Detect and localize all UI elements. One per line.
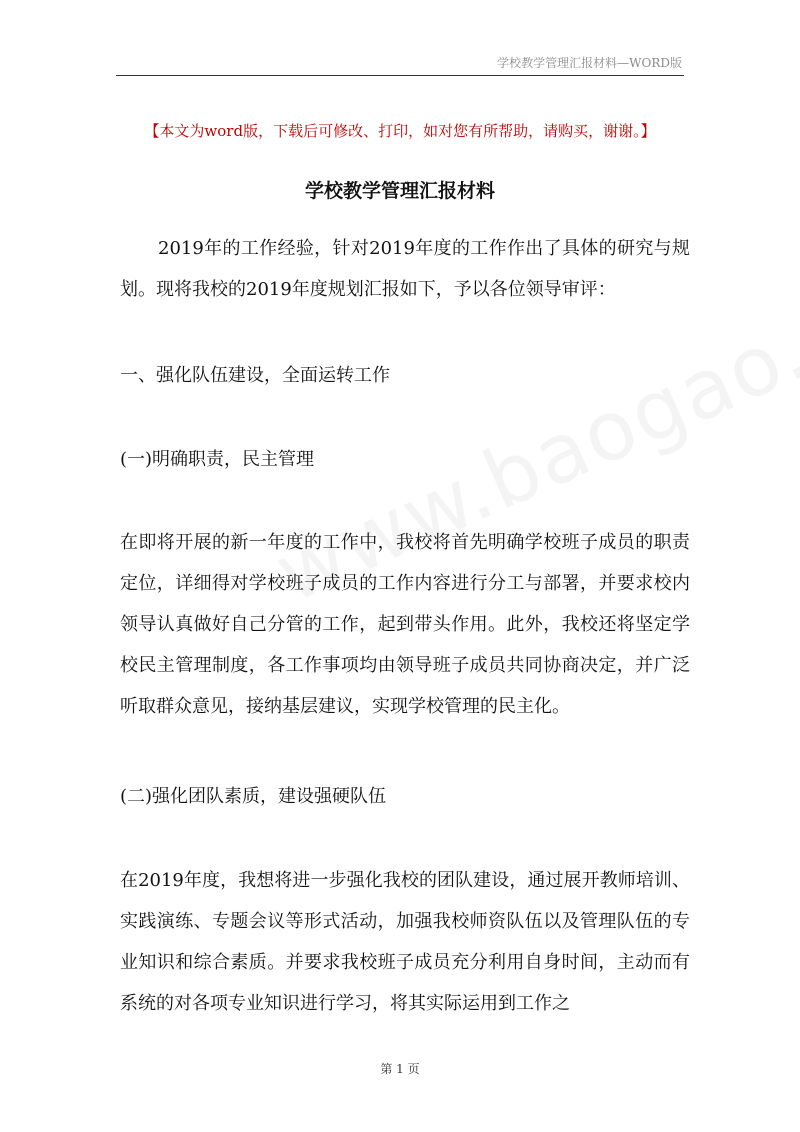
document-title: 学校教学管理汇报材料 — [304, 180, 495, 202]
header-rule — [116, 75, 684, 76]
page-number: 第 1 页 — [380, 1062, 420, 1076]
intro-paragraph: 2019年的工作经验，针对2019年度的工作作出了具体的研究与规划。现将我校的2019年度规划汇报如下，予以各位领导审评： — [120, 238, 690, 300]
section-heading-1: 一、强化队伍建设，全面运转工作 — [120, 365, 390, 386]
subsection-heading-2: (二)强化团队素质，建设强硬队伍 — [120, 786, 387, 807]
subsection-heading-1: (一)明确职责，民主管理 — [120, 449, 315, 470]
running-header: 学校教学管理汇报材料—WORD版 — [497, 56, 682, 70]
subsection-body-1: 在即将开展的新一年度的工作中，我校将首先明确学校班子成员的职责定位，详细得对学校班子成员的工作内容进行分工与部署，并要求校内领导认真做好自己分管的工作，起到带头作用。此外，我校还将坚定学校民主管理制度，各工作事项均由领导班子成员共同协商决定，并广泛听取群众意见，接纳基层建议，实现学校管理的民主化。 — [120, 532, 690, 717]
download-notice: 【本文为word版，下载后可修改、打印，如对您有所帮助，请购买，谢谢。】 — [144, 122, 656, 140]
subsection-body-2: 在2019年度，我想将进一步强化我校的团队建设，通过展开教师培训、实践演练、专题会议等形式活动，加强我校师资队伍以及管理队伍的专业知识和综合素质。并要求我校班子成员充分利用自身时间，主动而有系统的对各项专业知识进行学习，将其实际运用到工作之 — [120, 870, 690, 1014]
